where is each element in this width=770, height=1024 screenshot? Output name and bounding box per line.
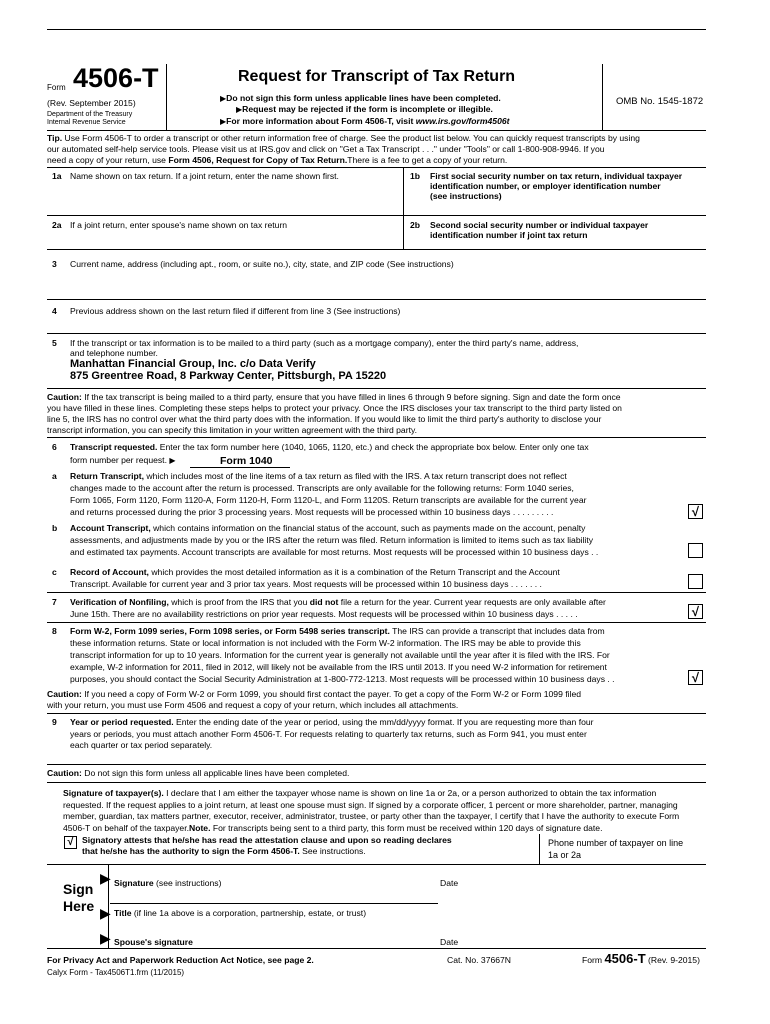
rule-1	[47, 167, 706, 168]
line-6-number: 6	[52, 442, 57, 452]
account-transcript-checkbox[interactable]	[688, 543, 703, 558]
tip-line-1: Tip. Use Form 4506-T to order a transcript or other return information free of charge. See the product list below. You can quickly request transcripts by using	[47, 133, 640, 143]
line-3-number: 3	[52, 259, 57, 269]
rule-7	[47, 437, 706, 438]
line-6c-text-2: Transcript. Available for current year and 3 prior tax years. Most requests will be processed within 10 business days . . . . . . .	[70, 579, 542, 589]
rule-14	[47, 948, 706, 949]
line-7-text-1: Verification of Nonfiling, which is proof from the IRS that you did not file a return for the year. Current year requests are only available after	[70, 597, 606, 607]
date-1-label: Date	[440, 878, 459, 888]
line-1a-label: Name shown on tax return. If a joint return, enter the name shown first.	[70, 171, 339, 181]
attestation-text-2: that he/she has the authority to sign the Form 4506-T. See instructions.	[82, 846, 366, 856]
line-7-number: 7	[52, 597, 57, 607]
checkmark-icon: √	[691, 604, 700, 619]
line-6c-text-1: Record of Account, which provides the most detailed information as it is a combination of the Return Transcript and the Account	[70, 567, 560, 577]
header-bullet-2: ▶Request may be rejected if the form is incomplete or illegible.	[236, 104, 493, 114]
caution-1-line-4: transcript information, you can specify this limitation in your written agreement with the third party.	[47, 425, 418, 435]
rule-5	[47, 333, 706, 334]
w2-1099-transcript-checkbox[interactable]	[688, 670, 703, 685]
footer-form-ref: Form 4506-T (Rev. 9-2015)	[582, 951, 700, 966]
rule-12	[47, 782, 706, 783]
leader-dots: . . . . .	[556, 609, 578, 619]
line-2b-label-2: identification number if joint tax return	[430, 230, 588, 240]
signature-text-2: requested. If the request applies to a joint return, at least one spouse must sign. If signed by a corporate officer, 1 percent or more shareholder, partner, managing	[63, 800, 678, 810]
triangle-right-icon: ▶	[100, 870, 111, 886]
header-bullet-3: ▶For more information about Form 4506-T, visit www.irs.gov/form4506t	[220, 116, 510, 126]
line-6a-text-3: Form 1065, Form 1120, Form 1120-A, Form 1120-H, Form 1120-L, and Form 1120S. Return transcripts are available for the current year	[70, 495, 587, 505]
line-6c-letter: c	[52, 567, 57, 577]
line-5-label-2: and telephone number.	[70, 348, 158, 358]
phone-divider	[539, 834, 540, 864]
form-number: 4506-T	[73, 63, 159, 93]
header-bottom-rule	[47, 130, 706, 131]
third-party-address[interactable]: 875 Greentree Road, 8 Parkway Center, Pittsburgh, PA 15220	[70, 370, 387, 382]
rule-10	[47, 713, 706, 714]
title-input[interactable]	[110, 919, 706, 933]
rule-4	[47, 299, 706, 300]
triangle-right-icon: ▶	[100, 930, 111, 946]
caution-1-line-1: Caution: If the tax transcript is being mailed to a third party, ensure that you have filled in lines 6 through 9 before signing. Sign and date the form once	[47, 392, 621, 402]
header-bullet-1: ▶Do not sign this form unless applicable lines have been completed.	[220, 93, 501, 103]
triangle-right-icon: ▶	[169, 456, 176, 465]
form-title: Request for Transcript of Tax Return	[238, 68, 516, 85]
line-2b-number: 2b	[410, 220, 421, 230]
irs-name: Internal Revenue Service	[47, 119, 126, 126]
rule-2	[47, 215, 706, 216]
line-2b-label-1: Second social security number or individual taxpayer	[430, 220, 649, 230]
tip-line-3: need a copy of your return, use Form 4506, Request for Copy of Tax Return.There is a fee to get a copy of your return.	[47, 155, 508, 165]
privacy-notice: For Privacy Act and Paperwork Reduction Act Notice, see page 2.	[47, 955, 314, 965]
line-2a-input[interactable]	[47, 231, 403, 249]
line-5-number: 5	[52, 338, 57, 348]
form-url[interactable]: www.irs.gov/form4506t	[415, 116, 510, 126]
caution-1-line-2: you have filled in these lines. Completing these steps helps to protect your privacy. Once the IRS discloses your tax transcript to the third party listed on	[47, 403, 622, 413]
line-9-number: 9	[52, 717, 57, 727]
caution-2-line-1: Caution: If you need a copy of Form W-2 or Form 1099, you should first contact the payer. To get a copy of the Form W-2 or Form 1099 filed	[47, 689, 582, 699]
line-1b-label-3: (see instructions)	[430, 191, 502, 201]
line-6a-text-4: and returns processed during the prior 3 processing years. Most requests will be processed within 10 business days . . . . . . . . .	[70, 507, 554, 517]
line-7-text-2: June 15th. There are no availability restrictions on prior year requests. Most requests will be processed within 10 business days . . . . .	[70, 609, 578, 619]
line-8-text-5: purposes, you should contact the Social Security Administration at 1-800-772-1213. Most requests will be processed within 10 business days . .	[70, 674, 615, 684]
line-8-number: 8	[52, 626, 57, 636]
phone-label-2: 1a or 2a	[548, 850, 582, 860]
header-divider-right	[602, 64, 603, 130]
checkmark-icon: √	[691, 670, 700, 685]
leader-dots: . .	[591, 547, 599, 557]
leader-dots: . . . . . . . . .	[512, 507, 554, 517]
sign-label: Sign	[63, 881, 94, 897]
triangle-right-icon: ▶	[220, 117, 227, 126]
leader-dots: . .	[607, 674, 615, 684]
line-6b-letter: b	[52, 523, 58, 533]
checkmark-icon: √	[67, 836, 74, 848]
line-8-text-4: example, W-2 information for 2011, filed in 2012, will likely not be available from the IRS until 2013. If you need W-2 information for retirement	[70, 662, 607, 672]
checkmark-icon: √	[691, 504, 700, 519]
department: Department of the Treasury	[47, 111, 133, 118]
phone-label-1: Phone number of taxpayer on line	[548, 838, 684, 848]
date-2-label: Date	[440, 937, 459, 947]
third-party-name[interactable]: Manhattan Financial Group, Inc. c/o Data Verify	[70, 358, 316, 370]
signature-field-label: Signature (see instructions)	[114, 878, 222, 888]
calyx-label: Calyx Form - Tax4506T1.frm (11/2015)	[47, 968, 185, 977]
tip-line-2: our automated self-help service tools. Please visit us at IRS.gov and click on "Get a Tax Transcript . . ." under "Tools" or call 1-800-908-9946. If you	[47, 144, 605, 154]
line-1a-input[interactable]	[47, 183, 403, 215]
cat-number: Cat. No. 37667N	[447, 955, 512, 965]
omb-number: OMB No. 1545-1872	[616, 96, 704, 107]
caution-2-line-2: with your return, you must use Form 4506 and request a copy of your return, which includes all attachments.	[47, 700, 459, 710]
triangle-right-icon: ▶	[100, 905, 111, 921]
tax-form-number-input[interactable]: Form 1040	[190, 455, 290, 468]
line-1a-number: 1a	[52, 171, 62, 181]
line-6a-letter: a	[52, 471, 57, 481]
line-8-text-2: these information returns. State or local information is not included with the Form W-2 information. The IRS may be able to provide this	[70, 638, 581, 648]
line-1b-label-1: First social security number on tax return, individual taxpayer	[430, 171, 683, 181]
line-8-text-3: transcript information for up to 10 years. Information for the current year is generally not available until the year after it is filed with the IRS. For	[70, 650, 610, 660]
revision: (Rev. September 2015)	[47, 98, 136, 108]
line-4-label: Previous address shown on the last return filed if different from line 3 (See instructions)	[70, 306, 401, 316]
spouse-signature-label: Spouse's signature	[114, 937, 193, 947]
form-word: Form	[47, 83, 66, 92]
rule-3	[47, 249, 706, 250]
line-5-label-1: If the transcript or tax information is to be mailed to a third party (such as a mortgage company), enter the third party's name, address,	[70, 338, 579, 348]
line-6a-text-2: changes made to the account after the return is processed. Transcripts are only available for the following returns: Form 1040 series,	[70, 483, 574, 493]
triangle-right-icon: ▶	[236, 105, 243, 114]
signature-text-4: 4506-T on behalf of the taxpayer.Note. For transcripts being sent to a third party, this form must be received within 120 days of signature date.	[63, 823, 603, 833]
attestation-checkbox[interactable]	[64, 836, 77, 849]
rule-11	[47, 764, 706, 765]
line-8-text-1: Form W-2, Form 1099 series, Form 1098 series, or Form 5498 series transcript. The IRS can provide a transcript that includes data from	[70, 626, 605, 636]
line-4-number: 4	[52, 306, 57, 316]
top-rule	[47, 29, 706, 30]
here-label: Here	[63, 898, 95, 914]
verification-of-nonfiling-checkbox[interactable]	[688, 604, 703, 619]
leader-dots: . . . . . . .	[510, 579, 542, 589]
line-2a-label: If a joint return, enter spouse's name shown on tax return	[70, 220, 288, 230]
line-6a-text-1: Return Transcript, which includes most of the line items of a tax return as filed with the IRS. A tax return transcript does not reflect	[70, 471, 567, 481]
line-9-text-1: Year or period requested. Enter the ending date of the year or period, using the mm/dd/yyyy format. If you are requesting more than four	[70, 717, 594, 727]
line-3-input[interactable]	[47, 271, 706, 299]
line-2a-number: 2a	[52, 220, 62, 230]
triangle-right-icon: ▶	[220, 94, 227, 103]
caution-3: Caution: Do not sign this form unless all applicable lines have been completed.	[47, 768, 350, 778]
line-1b-input[interactable]	[404, 201, 706, 215]
line-3-label: Current name, address (including apt., room, or suite no.), city, state, and ZIP code (See instructions)	[70, 259, 454, 269]
rule-9	[47, 622, 706, 623]
signature-text-3: member, guardian, tax matters partner, executor, receiver, administrator, trustee, or party other than the taxpayer, I certify that I have the authority to execute Form	[63, 811, 680, 821]
line-6b-text-2: assessments, and adjustments made by you or the IRS after the return was filed. Return information is limited to items such as tax liability	[70, 535, 594, 545]
line-6b-text-3: and estimated tax payments. Account transcripts are available for most returns. Most requests will be processed within 10 business days . .	[70, 547, 599, 557]
rule-6	[47, 388, 706, 389]
caution-1-line-3: line 5, the IRS has no control over what the third party does with the information. If you would like to limit the third party's authority to disclose your	[47, 414, 602, 424]
line-1b-label-2: identification number, or employer identification number	[430, 181, 661, 191]
year-period-input[interactable]	[47, 752, 706, 764]
signature-text-1: Signature of taxpayer(s). I declare that I am either the taxpayer whose name is shown on line 1a or 2a, or a person authorized to obtain the tax information	[63, 788, 657, 798]
line-6-text-2: form number per request. ▶	[70, 455, 176, 465]
line-9-text-2: years or periods, you must attach another Form 4506-T. For requests relating to quarterly tax returns, such as Form 941, you must enter	[70, 729, 587, 739]
line-6-text-1: Transcript requested. Enter the tax form number here (1040, 1065, 1120, etc.) and check the appropriate box below. Enter only one tax	[70, 442, 589, 452]
rule-13	[47, 864, 706, 865]
signature-rule	[110, 903, 438, 904]
line-6b-text-1: Account Transcript, which contains information on the financial status of the account, such as payments made on the account, penalty	[70, 523, 586, 533]
attestation-text-1: Signatory attests that he/she has read the attestation clause and upon so reading declares	[82, 835, 452, 845]
rule-8	[47, 592, 706, 593]
line-9-text-3: each quarter or tax period separately.	[70, 740, 213, 750]
title-field-label: Title (if line 1a above is a corporation, partnership, estate, or trust)	[114, 908, 367, 918]
taxpayer-signature-input[interactable]	[110, 889, 706, 903]
return-transcript-checkbox[interactable]	[688, 504, 703, 519]
line-4-input[interactable]	[47, 318, 706, 333]
record-of-account-checkbox[interactable]	[688, 574, 703, 589]
line-1b-number: 1b	[410, 171, 421, 181]
header-divider-left	[166, 64, 167, 130]
